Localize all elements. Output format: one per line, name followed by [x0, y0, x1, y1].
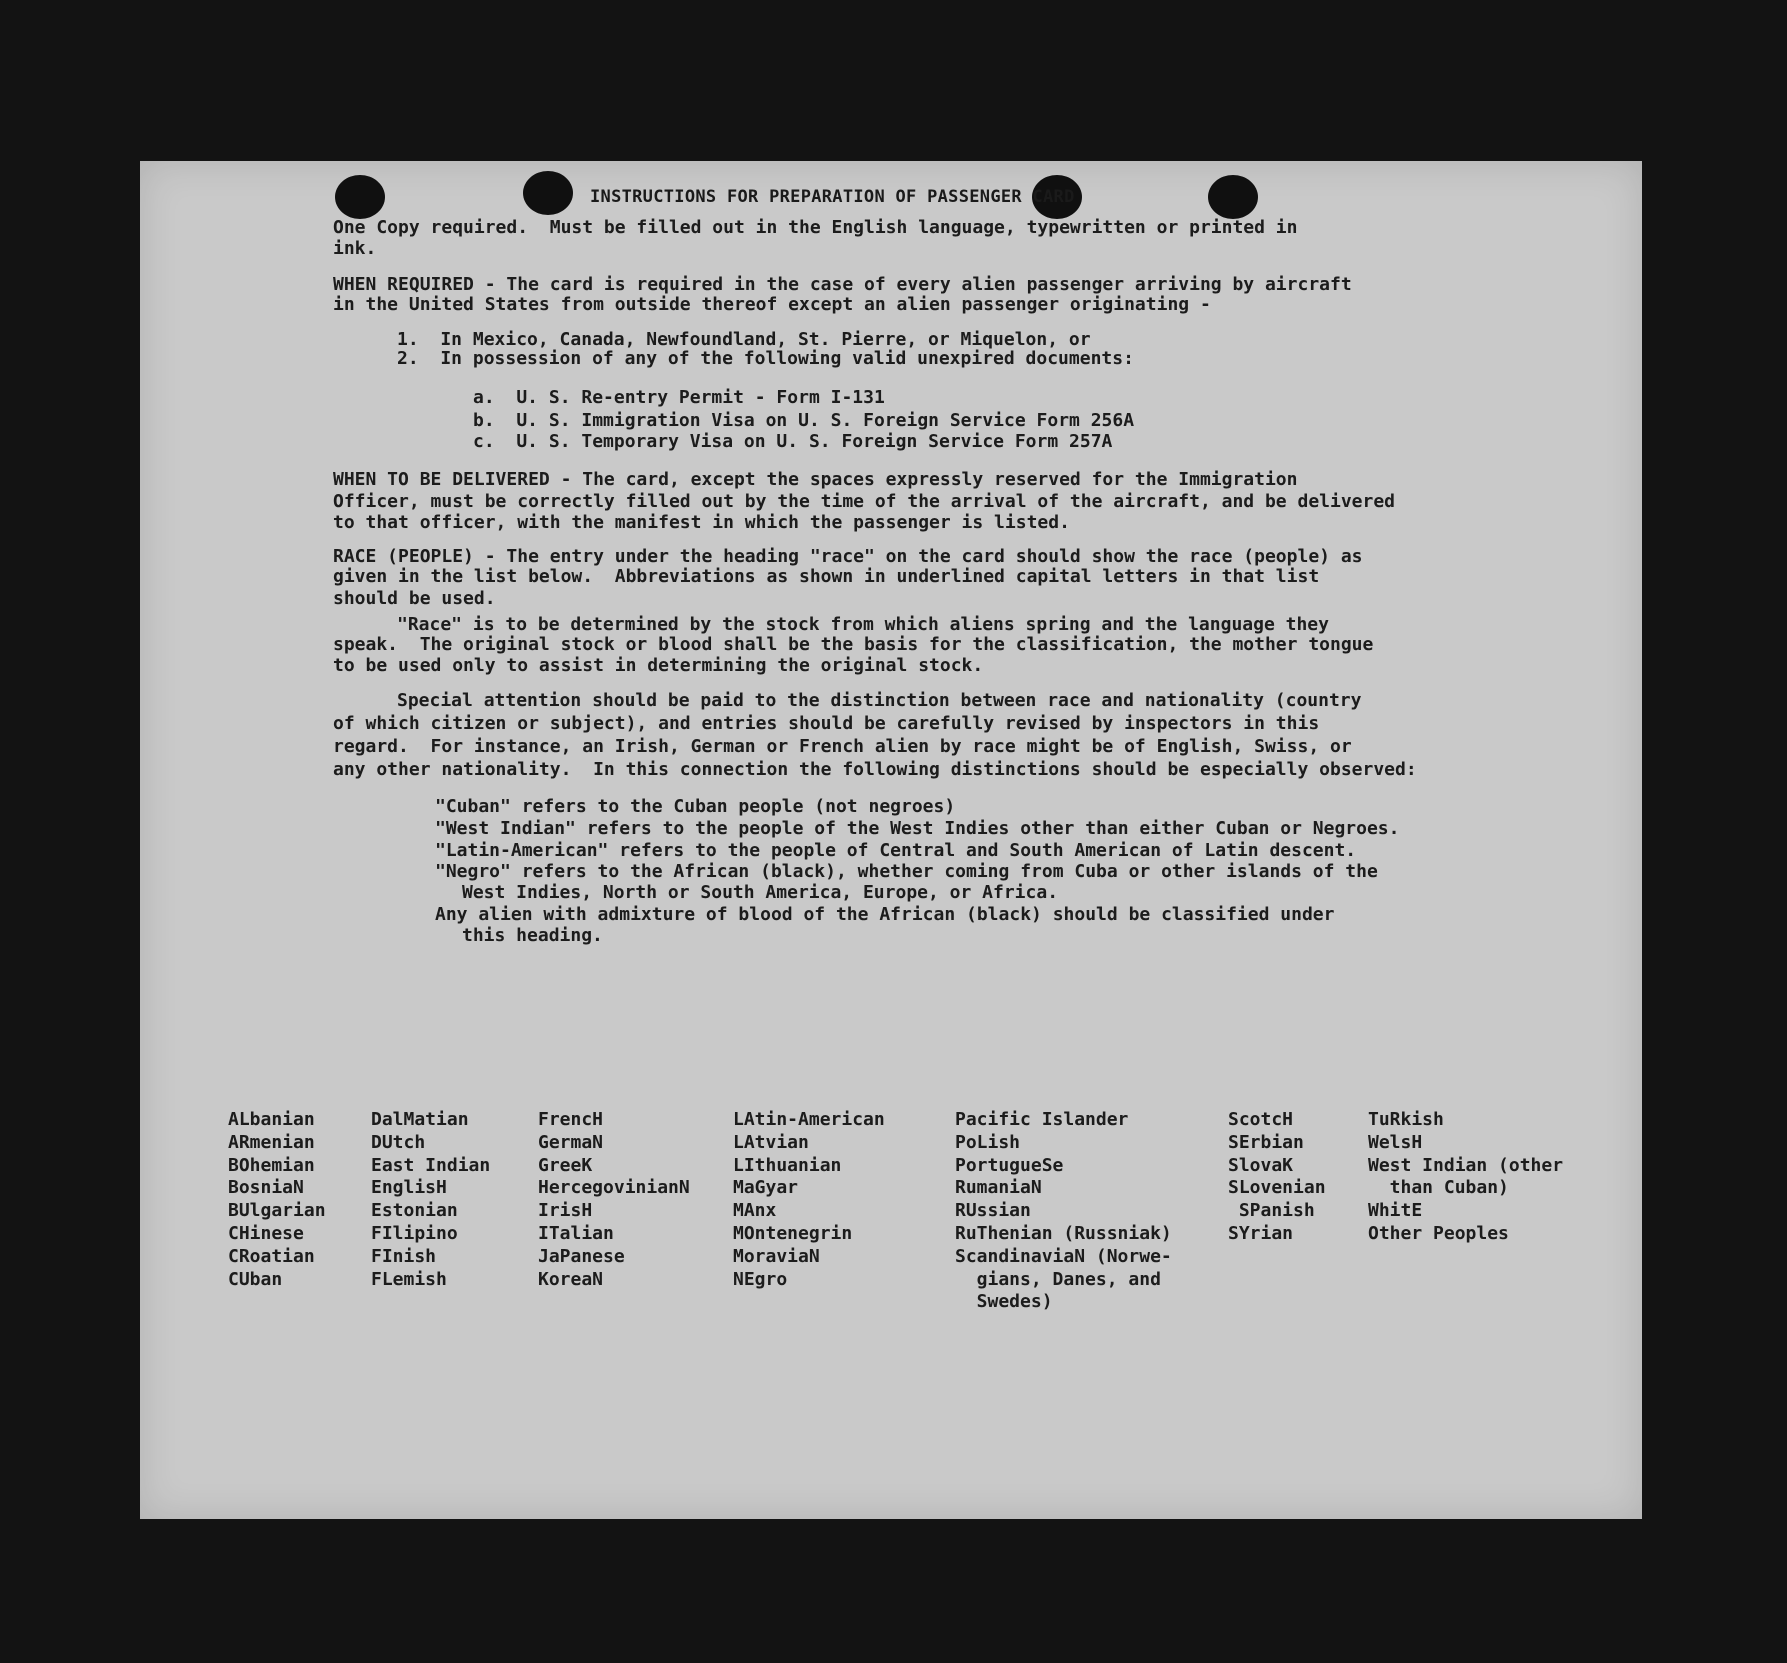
race-entry: CHinese — [228, 1222, 304, 1244]
punch-hole — [523, 171, 573, 215]
race-column — [955, 1109, 1172, 1314]
race-entry: IrisH — [538, 1200, 593, 1222]
race-column — [733, 1109, 885, 1291]
race-entry: NEgro — [733, 1268, 788, 1290]
race-entry: BUlgarian — [228, 1200, 326, 1222]
instruction-line: Special attention should be paid to the distinction between race and nationality (country — [397, 690, 1362, 711]
race-entry: RuThenian (Russniak) — [955, 1222, 1172, 1244]
race-entry: LAtvian — [733, 1131, 809, 1153]
race-entry: gians, Danes, and — [955, 1268, 1161, 1290]
race-entry: DUtch — [371, 1131, 426, 1153]
race-entry: LAtin-American — [733, 1109, 885, 1130]
instruction-line: "West Indian" refers to the people of the West Indies other than either Cuban or Negroes. — [435, 818, 1400, 839]
instruction-line: regard. For instance, an Irish, German or French alien by race might be of English, Swiss, or — [333, 736, 1352, 757]
race-entry: FInish — [371, 1245, 437, 1267]
race-entry: ALbanian — [228, 1109, 315, 1130]
instruction-line: in the United States from outside thereof except an alien passenger originating - — [333, 294, 1211, 315]
punch-hole — [1208, 175, 1258, 219]
instruction-line: b. U. S. Immigration Visa on U. S. Foreign Service Form 256A — [473, 410, 1135, 431]
instruction-line: "Latin-American" refers to the people of Central and South American of Latin descent. — [435, 840, 1357, 861]
race-entry: WelsH — [1368, 1131, 1423, 1153]
punch-hole — [335, 175, 385, 219]
race-entry: FLemish — [371, 1268, 447, 1290]
race-entry: Swedes) — [955, 1291, 1053, 1313]
race-entry: SErbian — [1228, 1131, 1304, 1153]
instruction-line: "Cuban" refers to the Cuban people (not negroes) — [435, 796, 956, 817]
race-entry: CUban — [228, 1268, 283, 1290]
race-entry: PoLish — [955, 1131, 1021, 1153]
race-entry: ARmenian — [228, 1131, 315, 1153]
race-entry: than Cuban) — [1368, 1177, 1509, 1199]
race-entry: SYrian — [1228, 1222, 1294, 1244]
race-entry: SPanish — [1228, 1200, 1315, 1222]
race-entry: SLovenian — [1228, 1177, 1326, 1199]
race-entry: ScotcH — [1228, 1109, 1294, 1130]
instruction-line: Officer, must be correctly filled out by the time of the arrival of the aircraft, and be delivered — [333, 491, 1396, 512]
instruction-line: of which citizen or subject), and entries should be carefully revised by inspectors in this — [333, 713, 1320, 734]
race-entry: RUssian — [955, 1200, 1031, 1222]
instruction-line: WHEN REQUIRED - The card is required in the case of every alien passenger arriving by aircraft — [333, 274, 1352, 295]
race-entry: MAnx — [733, 1200, 777, 1222]
instruction-line: Any alien with admixture of blood of the African (black) should be classified under — [435, 904, 1335, 925]
race-column — [371, 1109, 490, 1291]
race-entry: Other Peoples — [1368, 1222, 1509, 1244]
race-entry: BOhemian — [228, 1154, 315, 1176]
passenger-card-instructions-sheet — [140, 161, 1642, 1519]
race-entry: HercegovinianN — [538, 1177, 690, 1199]
race-entry: East Indian — [371, 1154, 491, 1176]
race-entry: MoraviaN — [733, 1245, 820, 1267]
instruction-line: given in the list below. Abbreviations as shown in underlined capital letters in that list — [333, 566, 1320, 587]
race-entry: CRoatian — [228, 1245, 315, 1267]
instruction-line: this heading. — [462, 925, 603, 946]
race-entry: GermaN — [538, 1131, 604, 1153]
instruction-line: a. U. S. Re-entry Permit - Form I-131 — [473, 387, 885, 408]
race-entry: GreeK — [538, 1154, 593, 1176]
instruction-line: speak. The original stock or blood shall be the basis for the classification, the mother tongue — [333, 634, 1374, 655]
race-entry: ITalian — [538, 1222, 614, 1244]
instruction-line: WHEN TO BE DELIVERED - The card, except the spaces expressly reserved for the Immigration — [333, 469, 1298, 490]
race-entry: ScandinaviaN (Norwe- — [955, 1245, 1172, 1267]
instruction-line: any other nationality. In this connection the following distinctions should be especially observed: — [333, 759, 1417, 780]
instruction-line: One Copy required. Must be filled out in the English language, typewritten or printed in — [333, 217, 1298, 238]
race-entry: TuRkish — [1368, 1109, 1444, 1130]
race-entry: EnglisH — [371, 1177, 447, 1199]
document-title: INSTRUCTIONS FOR PREPARATION OF PASSENGER CARD — [590, 187, 1075, 207]
race-entry: Estonian — [371, 1200, 458, 1222]
race-column — [228, 1109, 326, 1291]
instruction-line: "Negro" refers to the African (black), whether coming from Cuba or other islands of the — [435, 861, 1378, 882]
race-entry: JaPanese — [538, 1245, 625, 1267]
race-entry: BosniaN — [228, 1177, 304, 1199]
race-entry: FrencH — [538, 1109, 604, 1130]
race-column — [1368, 1109, 1563, 1246]
race-entry: West Indian (other — [1368, 1154, 1564, 1176]
race-entry: FIlipino — [371, 1222, 458, 1244]
instruction-line: 2. In possession of any of the following valid unexpired documents: — [397, 348, 1134, 369]
instruction-line: ink. — [333, 238, 377, 259]
race-entry: PortugueSe — [955, 1154, 1064, 1176]
race-entry: SlovaK — [1228, 1154, 1294, 1176]
instruction-line: "Race" is to be determined by the stock from which aliens spring and the language they — [397, 614, 1329, 635]
instruction-line: c. U. S. Temporary Visa on U. S. Foreign Service Form 257A — [473, 431, 1113, 452]
instruction-line: 1. In Mexico, Canada, Newfoundland, St. Pierre, or Miquelon, or — [397, 329, 1091, 350]
race-entry: MaGyar — [733, 1177, 799, 1199]
instruction-line: to that officer, with the manifest in which the passenger is listed. — [333, 512, 1070, 533]
race-entry: KoreaN — [538, 1268, 604, 1290]
instruction-line: West Indies, North or South America, Europe, or Africa. — [462, 882, 1059, 903]
instruction-line: RACE (PEOPLE) - The entry under the heading "race" on the card should show the race (people) as — [333, 546, 1363, 567]
instruction-line: to be used only to assist in determining the original stock. — [333, 655, 984, 676]
race-column — [538, 1109, 690, 1291]
race-entry: MOntenegrin — [733, 1222, 853, 1244]
instruction-line: should be used. — [333, 588, 496, 609]
race-column — [1228, 1109, 1326, 1246]
race-entry: WhitE — [1368, 1200, 1423, 1222]
race-entry: RumaniaN — [955, 1177, 1042, 1199]
race-entry: LIthuanian — [733, 1154, 842, 1176]
race-entry: Pacific Islander — [955, 1109, 1129, 1130]
race-entry: DalMatian — [371, 1109, 469, 1130]
